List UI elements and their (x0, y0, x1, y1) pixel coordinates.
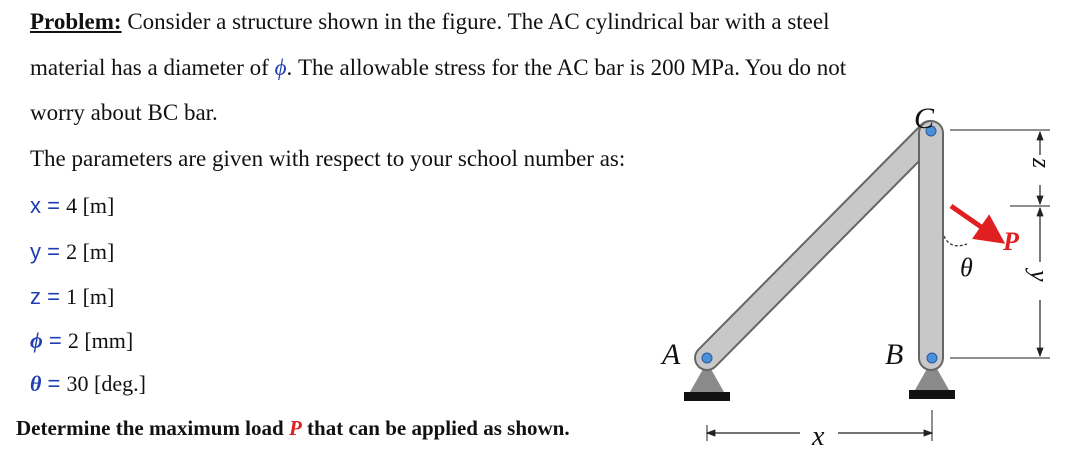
param-unit: [m] (77, 284, 115, 309)
param-unit: [deg.] (88, 371, 146, 396)
param-symbol: y (30, 239, 41, 264)
param-unit: [m] (77, 193, 115, 218)
label-x: x (812, 421, 825, 452)
param-unit: [m] (77, 239, 115, 264)
param-unit: [mm] (78, 328, 134, 353)
question-text-after: that can be applied as shown. (301, 416, 570, 440)
param-eq: = (41, 193, 67, 218)
question-text-before: Determine the maximum load (16, 416, 289, 440)
param-value: 4 (66, 193, 78, 218)
question-p: P (288, 416, 302, 440)
param-symbol: x (30, 193, 41, 218)
param-eq: = (41, 371, 67, 396)
label-theta: θ (960, 253, 973, 282)
pin-b (927, 353, 937, 363)
theta-arc (944, 236, 967, 246)
problem-label: Problem: (30, 9, 122, 34)
problem-text-2a: material has a diameter of (30, 55, 275, 80)
param-symbol: θ (30, 371, 42, 396)
param-value: 1 (66, 284, 78, 309)
param-eq: = (41, 284, 67, 309)
param-value: 2 (66, 239, 78, 264)
problem-text-1: Consider a structure shown in the figure. The AC cylindrical bar with a steel (121, 9, 830, 34)
param-eq: = (42, 328, 68, 353)
param-value: 2 (67, 328, 79, 353)
label-c: C (914, 102, 935, 135)
label-y: y (1025, 270, 1054, 282)
label-a: A (662, 338, 681, 371)
phi-symbol: ϕ (274, 55, 287, 80)
load-arrow (951, 206, 997, 238)
param-eq: = (41, 239, 67, 264)
label-p: P (1003, 227, 1019, 256)
label-b: B (885, 338, 904, 371)
problem-text-2b: . The allowable stress for the AC bar is 200 MPa. You do not (286, 55, 847, 80)
pin-a (702, 353, 712, 363)
param-symbol: ϕ (30, 328, 43, 353)
intro-text: The parameters are given with respect to your school number as: (30, 146, 626, 171)
problem-text-3: worry about BC bar. (30, 100, 218, 125)
param-value: 30 (66, 371, 89, 396)
dimension-x (707, 410, 932, 452)
label-z: z (1027, 158, 1056, 169)
param-symbol: z (30, 284, 41, 309)
